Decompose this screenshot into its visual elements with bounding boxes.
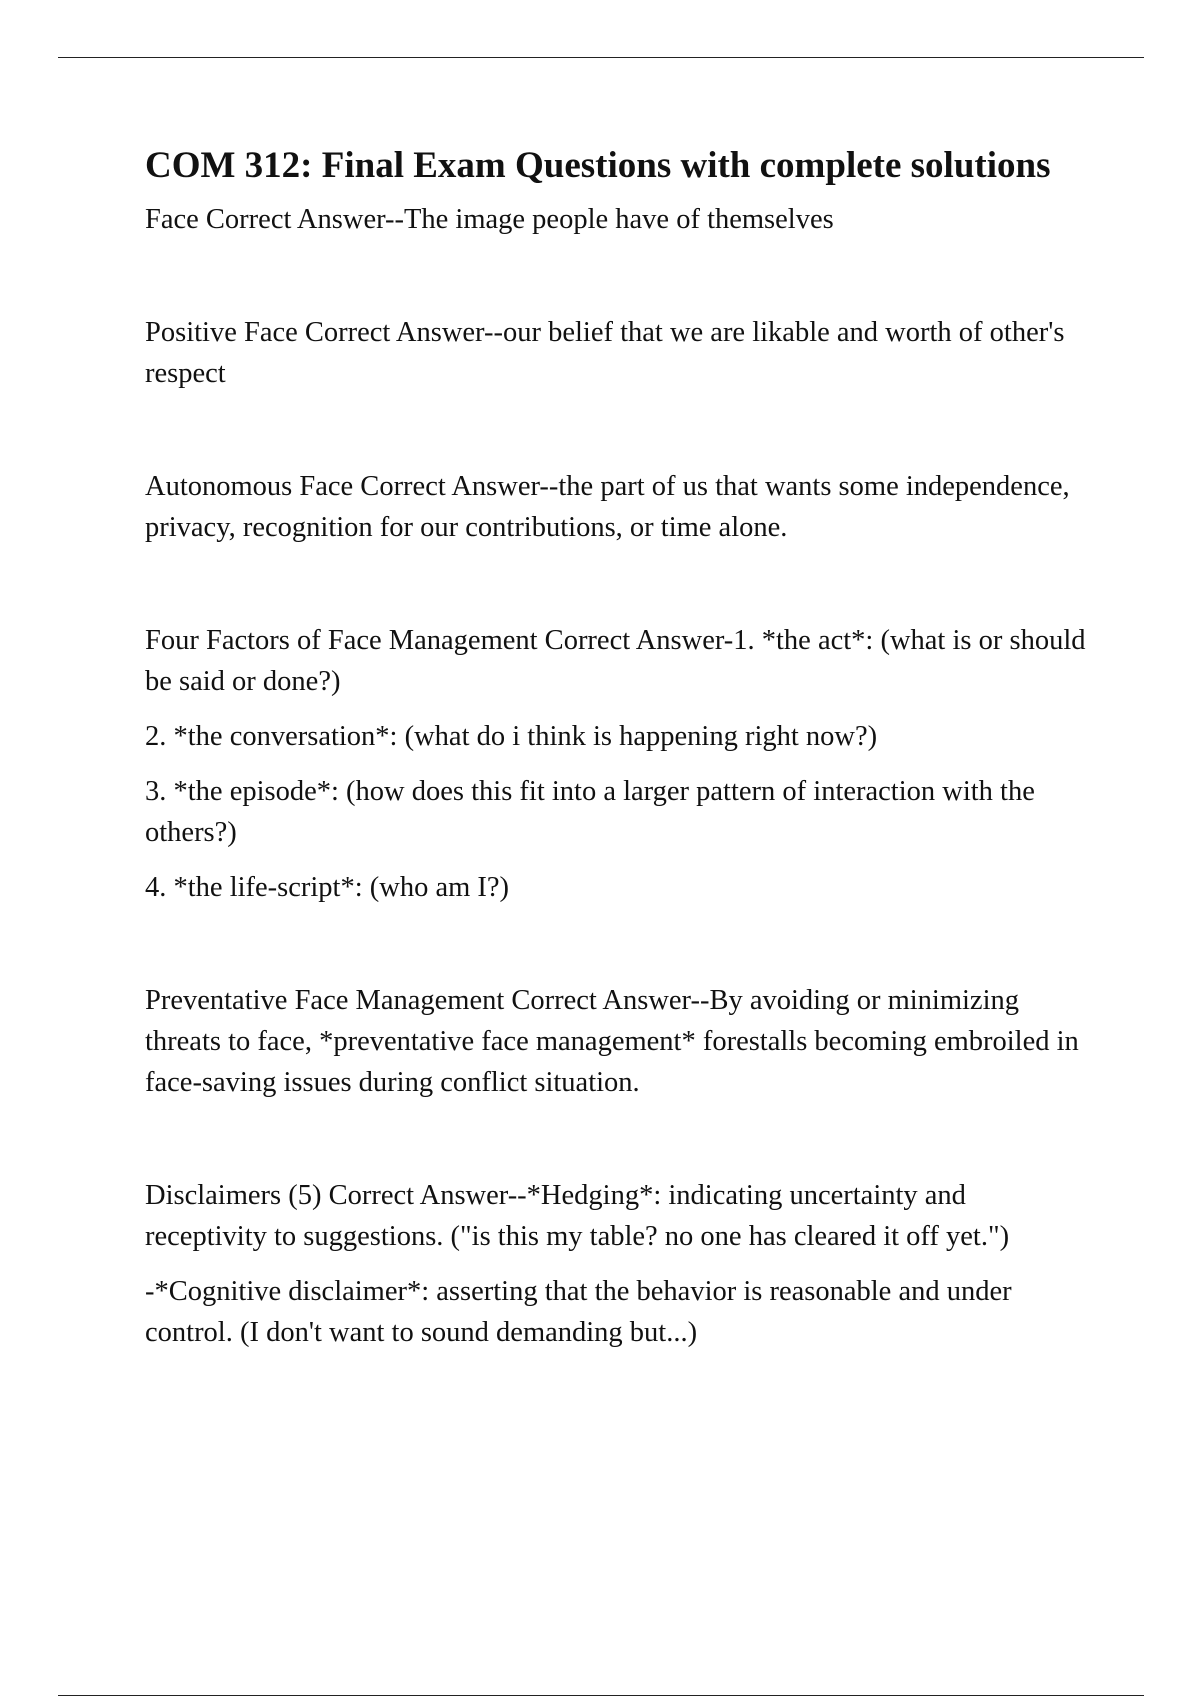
entry-paragraph: Four Factors of Face Management Correct Answer-1. *the act*: (what is or should be said or done?) xyxy=(145,625,1086,697)
entry-paragraph: -*Cognitive disclaimer*: asserting that the behavior is reasonable and under control. (I don't want to sound demanding but...) xyxy=(145,1276,1012,1348)
entry-preventative-face-management xyxy=(145,980,1090,1103)
document-body xyxy=(145,141,1090,1353)
entry-paragraph: Preventative Face Management Correct Answer--By avoiding or minimizing threats to face, *preventative face management* forestalls becoming embroiled in face-saving issues during conflict situation. xyxy=(145,985,1079,1098)
entry-paragraph: 3. *the episode*: (how does this fit into a larger pattern of interaction with the others?) xyxy=(145,776,1035,848)
entry-paragraph: Disclaimers (5) Correct Answer--*Hedging*: indicating uncertainty and receptivity to suggestions. ("is this my table? no one has cleared it off yet.") xyxy=(145,1180,1010,1252)
bottom-rule xyxy=(58,1695,1144,1696)
entry-face xyxy=(145,199,1090,240)
entry-paragraph: Autonomous Face Correct Answer--the part of us that wants some independence, privacy, recognition for our contributions, or time alone. xyxy=(145,471,1070,543)
top-rule xyxy=(58,57,1144,58)
entry-paragraph: Positive Face Correct Answer--our belief that we are likable and worth of other's respect xyxy=(145,317,1065,389)
entry-paragraph: Face Correct Answer--The image people have of themselves xyxy=(145,204,834,235)
entry-disclaimers xyxy=(145,1175,1090,1353)
entry-paragraph: 2. *the conversation*: (what do i think is happening right now?) xyxy=(145,721,878,752)
entry-positive-face xyxy=(145,312,1090,394)
entry-autonomous-face xyxy=(145,466,1090,548)
entry-four-factors xyxy=(145,620,1090,908)
entry-paragraph: 4. *the life-script*: (who am I?) xyxy=(145,872,510,903)
document-title: COM 312: Final Exam Questions with complete solutions xyxy=(145,145,1051,186)
